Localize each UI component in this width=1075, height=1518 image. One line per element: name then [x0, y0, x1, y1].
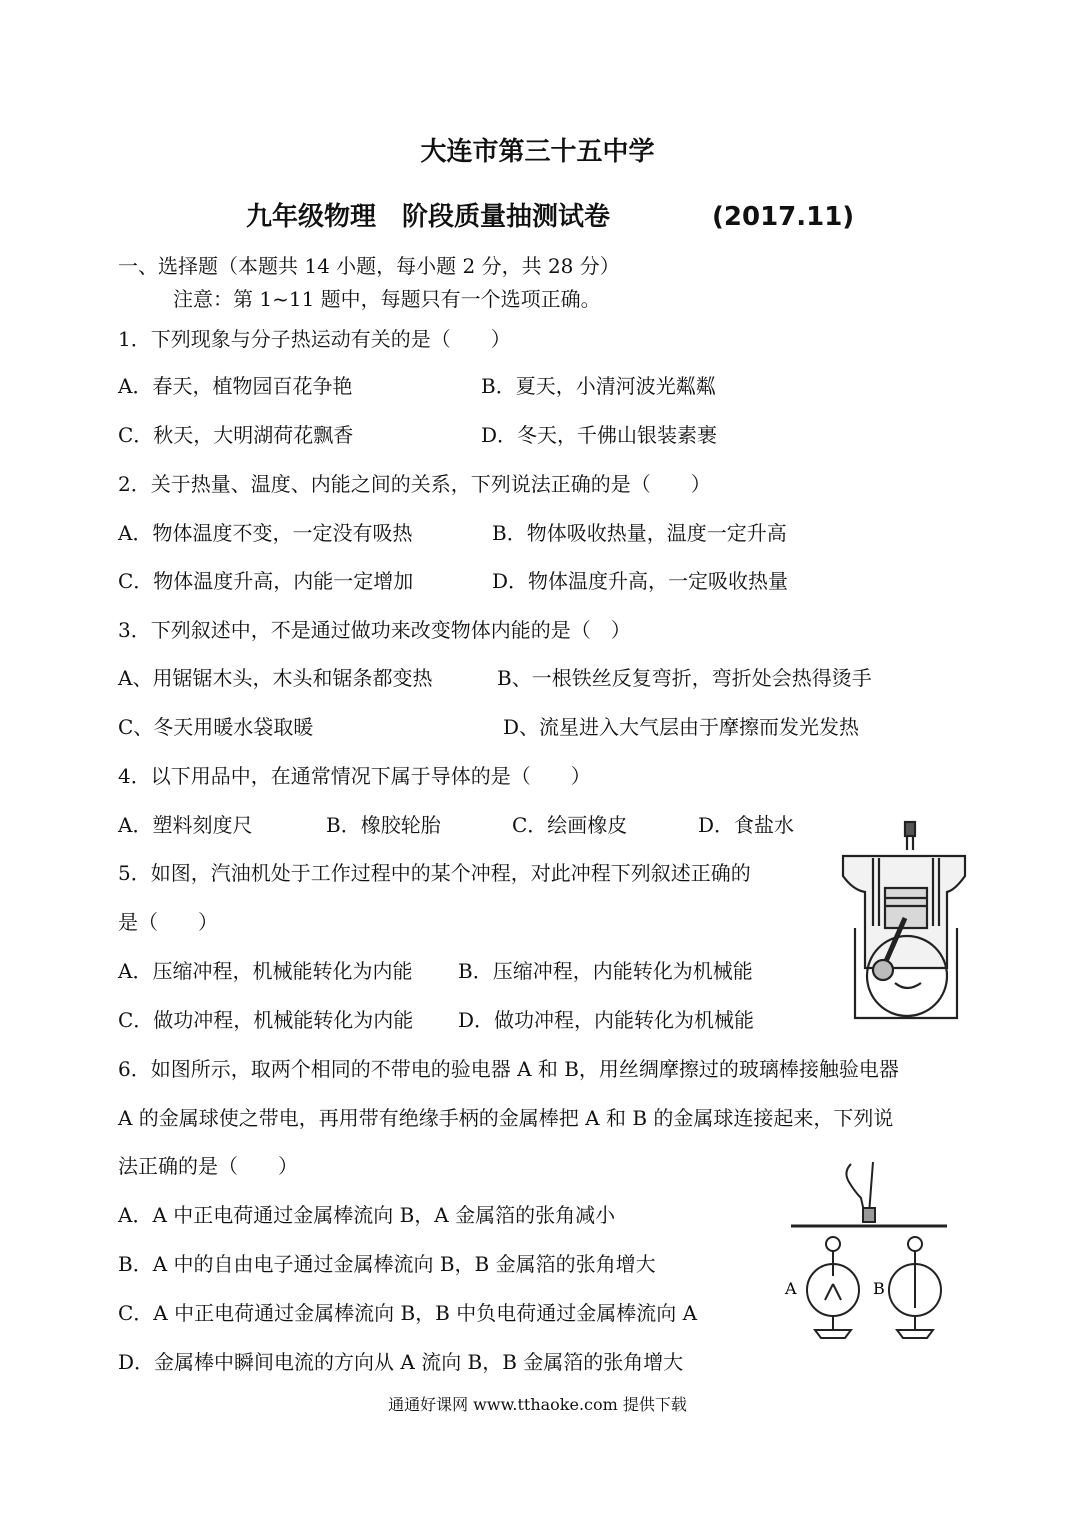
- q3-stem: 3．下列叙述中，不是通过做功来改变物体内能的是（ ）: [118, 618, 631, 642]
- exam-date: (2017.11): [712, 202, 855, 232]
- q4-option-a: A．塑料刻度尺: [118, 813, 253, 837]
- q4-option-b: B．橡胶轮胎: [326, 813, 441, 837]
- q1-option-d: D．冬天，千佛山银装素裹: [481, 423, 718, 447]
- q1-stem: 1．下列现象与分子热运动有关的是（ ）: [118, 327, 511, 351]
- q3-option-b: B、一根铁丝反复弯折，弯折处会热得烫手: [497, 666, 872, 690]
- q1-option-b: B．夏天，小清河波光粼粼: [481, 374, 716, 398]
- q2-option-c: C．物体温度升高，内能一定增加: [118, 569, 414, 593]
- q5-option-a: A．压缩冲程，机械能转化为内能: [118, 959, 413, 983]
- q1-option-c: C．秋天，大明湖荷花飘香: [118, 423, 354, 447]
- q2-option-b: B．物体吸收热量，温度一定升高: [492, 521, 787, 545]
- q5-stem-line1: 5．如图，汽油机处于工作过程中的某个冲程，对此冲程下列叙述正确的: [118, 861, 751, 885]
- engine-figure: [835, 818, 975, 1033]
- q5-option-c: C．做功冲程，机械能转化为内能: [118, 1008, 414, 1032]
- q6-stem-line3: 法正确的是（ ）: [118, 1154, 298, 1178]
- q6-option-b: B．A 中的自由电子通过金属棒流向 B，B 金属箔的张角增大: [118, 1252, 656, 1276]
- q3-option-a: A、用锯锯木头，木头和锯条都变热: [118, 666, 433, 690]
- q2-stem: 2．关于热量、温度、内能之间的关系，下列说法正确的是（ ）: [118, 472, 711, 496]
- q2-option-a: A．物体温度不变，一定没有吸热: [118, 521, 413, 545]
- exam-title: 九年级物理 阶段质量抽测试卷: [246, 202, 611, 232]
- q5-stem-line2: 是（ ）: [118, 910, 218, 934]
- section-note: 注意：第 1~11 题中，每题只有一个选项正确。: [173, 287, 601, 311]
- q4-option-d: D．食盐水: [698, 813, 795, 837]
- q6-stem-line1: 6．如图所示，取两个相同的不带电的验电器 A 和 B，用丝绸摩擦过的玻璃棒接触验电器: [118, 1057, 899, 1081]
- footer-text: 通通好课网 www.tthaoke.com 提供下载: [388, 1395, 687, 1414]
- q3-option-d: D、流星进入大气层由于摩擦而发光发热: [503, 715, 860, 739]
- q6-option-d: D．金属棒中瞬间电流的方向从 A 流向 B，B 金属箔的张角增大: [118, 1350, 684, 1374]
- q6-option-a: A．A 中正电荷通过金属棒流向 B，A 金属箔的张角减小: [118, 1203, 616, 1227]
- q4-stem: 4．以下用品中，在通常情况下属于导体的是（ ）: [118, 764, 591, 788]
- q4-option-c: C．绘画橡皮: [512, 813, 628, 837]
- figure-label-b: B: [873, 1279, 885, 1298]
- q3-option-c: C、冬天用暖水袋取暖: [118, 715, 314, 739]
- school-title: 大连市第三十五中学: [420, 137, 655, 167]
- electroscope-figure: [775, 1158, 955, 1353]
- section-heading: 一、选择题（本题共 14 小题，每小题 2 分，共 28 分）: [118, 254, 620, 278]
- q6-stem-line2: A 的金属球使之带电，再用带有绝缘手柄的金属棒把 A 和 B 的金属球连接起来，下列说: [118, 1106, 894, 1130]
- figure-label-a: A: [785, 1279, 797, 1298]
- q5-option-b: B．压缩冲程，内能转化为机械能: [458, 959, 753, 983]
- q1-option-a: A．春天，植物园百花争艳: [118, 374, 353, 398]
- q5-option-d: D．做功冲程，内能转化为机械能: [458, 1008, 755, 1032]
- q2-option-d: D．物体温度升高，一定吸收热量: [492, 569, 789, 593]
- q6-option-c: C．A 中正电荷通过金属棒流向 B，B 中负电荷通过金属棒流向 A: [118, 1301, 698, 1325]
